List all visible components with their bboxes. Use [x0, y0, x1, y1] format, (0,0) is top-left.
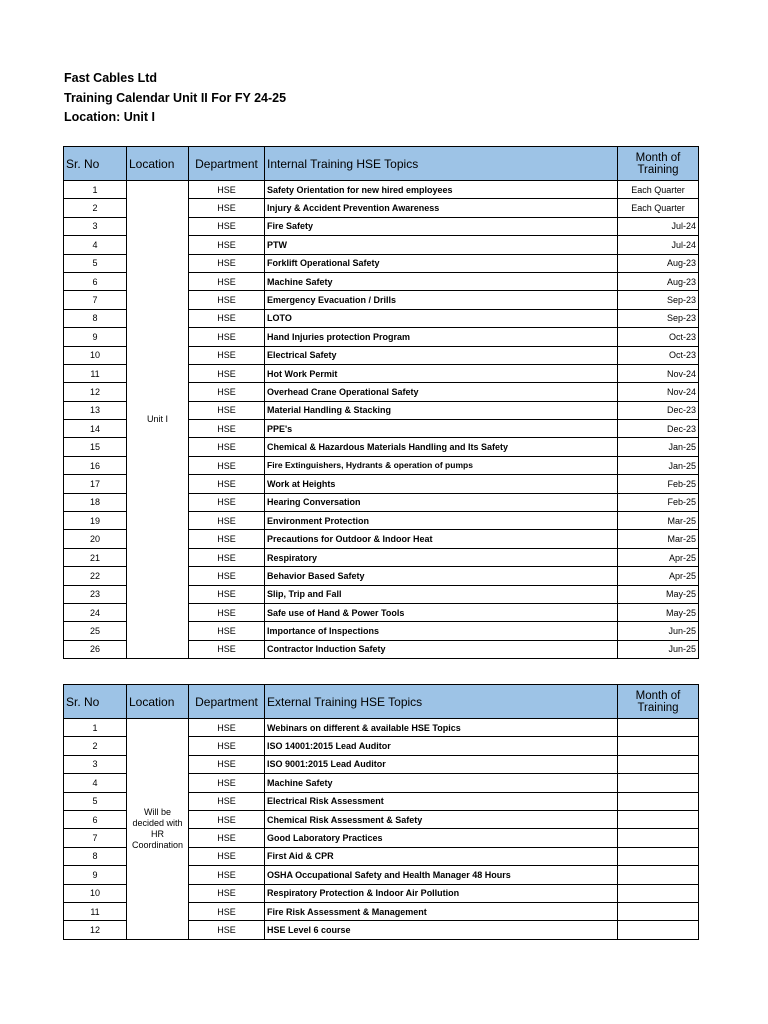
month-cell: Each Quarter [618, 199, 699, 217]
sr-no-cell: 8 [64, 309, 127, 327]
sr-no-cell: 20 [64, 530, 127, 548]
sr-no-cell: 7 [64, 829, 127, 847]
sr-no-cell: 6 [64, 810, 127, 828]
sr-no-cell: 4 [64, 236, 127, 254]
location-cell: Will be decided with HR Coordination [127, 719, 189, 940]
department-cell: HSE [189, 829, 265, 847]
month-cell: Sep-23 [618, 309, 699, 327]
topic-cell: Behavior Based Safety [265, 567, 618, 585]
department-cell: HSE [189, 272, 265, 290]
month-cell: Each Quarter [618, 181, 699, 199]
sr-no-cell: 12 [64, 383, 127, 401]
department-cell: HSE [189, 603, 265, 621]
month-cell: Sep-23 [618, 291, 699, 309]
topic-cell: Respiratory Protection & Indoor Air Pollution [265, 884, 618, 902]
sr-no-cell: 11 [64, 902, 127, 920]
department-cell: HSE [189, 401, 265, 419]
department-cell: HSE [189, 622, 265, 640]
month-cell [618, 884, 699, 902]
internal-header-row [64, 147, 699, 181]
department-cell: HSE [189, 810, 265, 828]
location-line: Location: Unit I [64, 110, 155, 124]
department-cell: HSE [189, 512, 265, 530]
location-header: Location [127, 685, 189, 719]
topic-cell: First Aid & CPR [265, 847, 618, 865]
topic-cell: Hand Injuries protection Program [265, 328, 618, 346]
topic-cell: Good Laboratory Practices [265, 829, 618, 847]
month-cell: Mar-25 [618, 530, 699, 548]
department-cell: HSE [189, 548, 265, 566]
sr-no-cell: 2 [64, 737, 127, 755]
topic-cell: Material Handling & Stacking [265, 401, 618, 419]
sr-no-cell: 5 [64, 792, 127, 810]
topic-cell: Contractor Induction Safety [265, 640, 618, 658]
topic-cell: Overhead Crane Operational Safety [265, 383, 618, 401]
month-cell: Jul-24 [618, 236, 699, 254]
sr-no-cell: 3 [64, 217, 127, 235]
month-cell: Jun-25 [618, 622, 699, 640]
sr-no-cell: 2 [64, 199, 127, 217]
topic-cell: Precautions for Outdoor & Indoor Heat [265, 530, 618, 548]
sr-no-cell: 15 [64, 438, 127, 456]
sr-no-cell: 11 [64, 364, 127, 382]
month-cell: Dec-23 [618, 420, 699, 438]
external-header-row [64, 685, 699, 719]
department-cell: HSE [189, 364, 265, 382]
external-training-table [63, 684, 699, 940]
sr-no-cell: 14 [64, 420, 127, 438]
month-cell: Nov-24 [618, 383, 699, 401]
topic-cell: Slip, Trip and Fall [265, 585, 618, 603]
topic-cell: Emergency Evacuation / Drills [265, 291, 618, 309]
topic-cell: ISO 14001:2015 Lead Auditor [265, 737, 618, 755]
company-name: Fast Cables Ltd [64, 71, 158, 85]
department-cell: HSE [189, 866, 265, 884]
department-cell: HSE [189, 456, 265, 474]
month-cell [618, 792, 699, 810]
department-cell: HSE [189, 567, 265, 585]
department-cell: HSE [189, 346, 265, 364]
topic-cell: Forklift Operational Safety [265, 254, 618, 272]
sr-no-header: Sr. No [64, 147, 127, 181]
department-cell: HSE [189, 236, 265, 254]
department-cell: HSE [189, 328, 265, 346]
sr-no-cell: 1 [64, 181, 127, 199]
department-cell: HSE [189, 493, 265, 511]
topic-cell: Safety Orientation for new hired employees [265, 181, 618, 199]
topic-cell: Injury & Accident Prevention Awareness [265, 199, 618, 217]
sr-no-cell: 19 [64, 512, 127, 530]
sr-no-cell: 26 [64, 640, 127, 658]
topic-cell: Hearing Conversation [265, 493, 618, 511]
department-header: Department [189, 685, 265, 719]
location-header: Location [127, 147, 189, 181]
month-cell [618, 921, 699, 939]
month-cell: Oct-23 [618, 328, 699, 346]
department-cell: HSE [189, 792, 265, 810]
month-cell: Jan-25 [618, 438, 699, 456]
external-topics-header: External Training HSE Topics [265, 685, 618, 719]
topic-cell: Importance of Inspections [265, 622, 618, 640]
sr-no-cell: 5 [64, 254, 127, 272]
sr-no-cell: 12 [64, 921, 127, 939]
department-cell: HSE [189, 475, 265, 493]
topic-cell: Work at Heights [265, 475, 618, 493]
topic-cell: Fire Safety [265, 217, 618, 235]
sr-no-cell: 10 [64, 346, 127, 364]
topic-cell: Safe use of Hand & Power Tools [265, 603, 618, 621]
topic-cell: OSHA Occupational Safety and Health Manager 48 Hours [265, 866, 618, 884]
month-cell [618, 810, 699, 828]
department-cell: HSE [189, 254, 265, 272]
sr-no-cell: 10 [64, 884, 127, 902]
sr-no-cell: 4 [64, 774, 127, 792]
month-cell: Dec-23 [618, 401, 699, 419]
topic-cell: Machine Safety [265, 774, 618, 792]
department-cell: HSE [189, 438, 265, 456]
sr-no-cell: 23 [64, 585, 127, 603]
topic-cell: Hot Work Permit [265, 364, 618, 382]
document-title: Training Calendar Unit II For FY 24-25 [64, 91, 287, 105]
department-cell: HSE [189, 530, 265, 548]
internal-topics-header: Internal Training HSE Topics [265, 147, 618, 181]
department-cell: HSE [189, 902, 265, 920]
month-cell: Jul-24 [618, 217, 699, 235]
month-cell [618, 847, 699, 865]
month-cell: Apr-25 [618, 567, 699, 585]
department-cell: HSE [189, 309, 265, 327]
topic-cell: LOTO [265, 309, 618, 327]
topic-cell: Webinars on different & available HSE Topics [265, 719, 618, 737]
department-cell: HSE [189, 921, 265, 939]
table-row [64, 181, 699, 199]
month-cell: Aug-23 [618, 272, 699, 290]
sr-no-cell: 16 [64, 456, 127, 474]
month-cell [618, 755, 699, 773]
sr-no-cell: 18 [64, 493, 127, 511]
sr-no-cell: 13 [64, 401, 127, 419]
department-cell: HSE [189, 847, 265, 865]
sr-no-header: Sr. No [64, 685, 127, 719]
month-cell [618, 866, 699, 884]
month-cell: Oct-23 [618, 346, 699, 364]
department-cell: HSE [189, 585, 265, 603]
department-cell: HSE [189, 774, 265, 792]
month-cell: Feb-25 [618, 475, 699, 493]
month-header: Month of Training [618, 147, 699, 181]
topic-cell: Fire Extinguishers, Hydrants & operation of pumps [265, 456, 618, 474]
month-cell [618, 902, 699, 920]
month-cell: Aug-23 [618, 254, 699, 272]
location-cell: Unit I [127, 181, 189, 659]
month-cell: Feb-25 [618, 493, 699, 511]
sr-no-cell: 24 [64, 603, 127, 621]
topic-cell: Chemical & Hazardous Materials Handling and Its Safety [265, 438, 618, 456]
topic-cell: HSE Level 6 course [265, 921, 618, 939]
internal-training-table [63, 146, 699, 659]
topic-cell: Electrical Safety [265, 346, 618, 364]
department-header: Department [189, 147, 265, 181]
sr-no-cell: 6 [64, 272, 127, 290]
month-cell [618, 829, 699, 847]
month-cell: Mar-25 [618, 512, 699, 530]
month-cell: May-25 [618, 603, 699, 621]
month-cell: May-25 [618, 585, 699, 603]
sr-no-cell: 1 [64, 719, 127, 737]
topic-cell: Respiratory [265, 548, 618, 566]
department-cell: HSE [189, 217, 265, 235]
sr-no-cell: 8 [64, 847, 127, 865]
department-cell: HSE [189, 199, 265, 217]
month-cell [618, 774, 699, 792]
month-cell: Jan-25 [618, 456, 699, 474]
topic-cell: PTW [265, 236, 618, 254]
topic-cell: Environment Protection [265, 512, 618, 530]
topic-cell: Chemical Risk Assessment & Safety [265, 810, 618, 828]
sr-no-cell: 21 [64, 548, 127, 566]
topic-cell: Machine Safety [265, 272, 618, 290]
month-header: Month of Training [618, 685, 699, 719]
month-cell: Nov-24 [618, 364, 699, 382]
department-cell: HSE [189, 383, 265, 401]
sr-no-cell: 25 [64, 622, 127, 640]
department-cell: HSE [189, 755, 265, 773]
table-row [64, 719, 699, 737]
topic-cell: ISO 9001:2015 Lead Auditor [265, 755, 618, 773]
department-cell: HSE [189, 719, 265, 737]
department-cell: HSE [189, 420, 265, 438]
month-cell [618, 737, 699, 755]
department-cell: HSE [189, 737, 265, 755]
topic-cell: Electrical Risk Assessment [265, 792, 618, 810]
department-cell: HSE [189, 884, 265, 902]
sr-no-cell: 3 [64, 755, 127, 773]
department-cell: HSE [189, 640, 265, 658]
month-cell [618, 719, 699, 737]
sr-no-cell: 17 [64, 475, 127, 493]
sr-no-cell: 9 [64, 328, 127, 346]
sr-no-cell: 22 [64, 567, 127, 585]
department-cell: HSE [189, 181, 265, 199]
topic-cell: PPE's [265, 420, 618, 438]
month-cell: Apr-25 [618, 548, 699, 566]
department-cell: HSE [189, 291, 265, 309]
sr-no-cell: 7 [64, 291, 127, 309]
month-cell: Jun-25 [618, 640, 699, 658]
sr-no-cell: 9 [64, 866, 127, 884]
topic-cell: Fire Risk Assessment & Management [265, 902, 618, 920]
